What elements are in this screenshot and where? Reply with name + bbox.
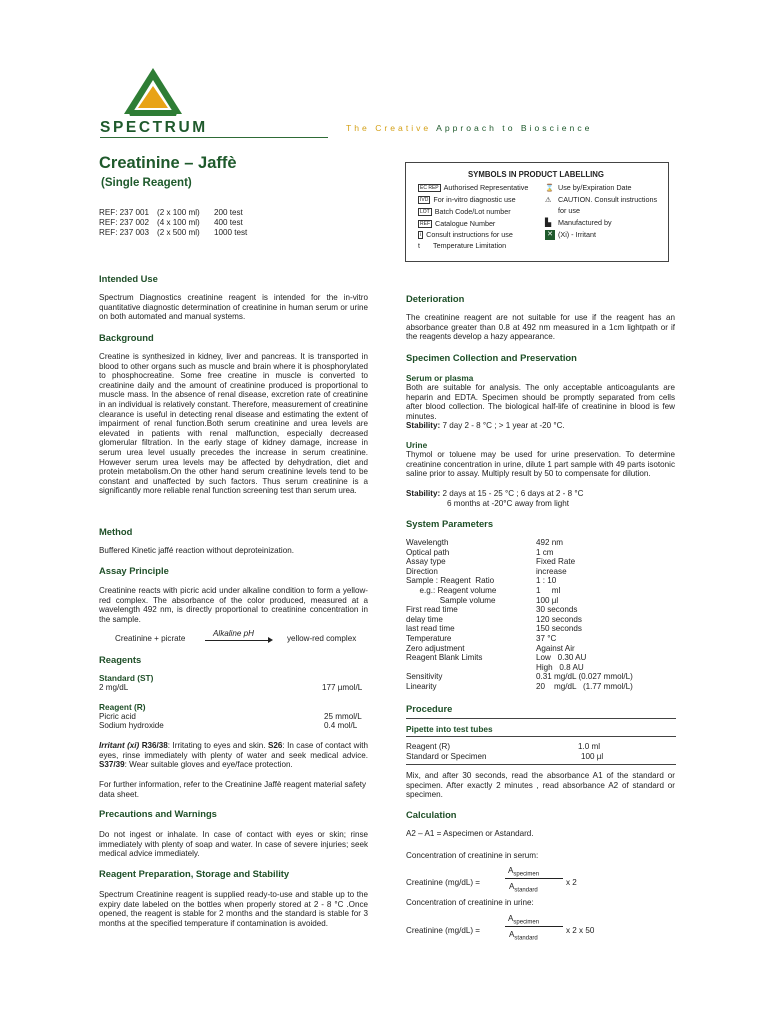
- symbol-text: Manufactured by: [558, 218, 612, 227]
- param-value: 150 seconds: [536, 624, 582, 634]
- param-value: 120 seconds: [536, 614, 582, 624]
- tagline-part2: Approach to Bioscience: [436, 123, 593, 133]
- irritant-c: : Wear suitable gloves and eye/face protection.: [124, 760, 293, 770]
- background-text: Creatine is synthesized in kidney, liver and pancreas. It is transported in blood to other organs such as muscle and brain where it is phosphorylated to phosphocreatine. Some free creatine in muscle is converted to creatinine daily and the amount of creatinine produced is proportional to muscle mass. In the absence of renal disease, excretion rate of creatinine in an individual is relatively constant. Therefore, measurement of creatinine clearance is useful in detecting renal disease and estimating the extent of impairment of renal function.Both serum creatinine and urea levels are elevated in patients with renal malfunction, especially decreased glomerular filtration. In the early stage of kidney damage, increase in serum urea level usually precedes the increase in serum creatinine. However serum urea levels may be affected by dehydration, diet and protein metabolism.On the other hand serum creatinine levels tend to be constant and unaffected by such factors. Thus serum creatinine is a significantly more reliable renal function screening test than serum urea.: [99, 352, 368, 496]
- param-value: 1 ml: [536, 586, 561, 595]
- serum-stability: [406, 421, 565, 431]
- page-title: Creatinine – Jaffè: [99, 154, 237, 172]
- method-text: Buffered Kinetic jaffé reaction without deproteinization.: [99, 546, 294, 555]
- symbols-title: SYMBOLS IN PRODUCT LABELLING: [467, 170, 604, 179]
- param-key: delay time: [406, 614, 443, 624]
- symbol-text: Batch Code/Lot number: [434, 207, 511, 216]
- symbol-row: [418, 207, 511, 216]
- ref-icon: REF: [420, 221, 430, 228]
- param-value: 20 mg/dL (1.77 mmol/L): [536, 682, 633, 691]
- symbol-row: [418, 195, 516, 204]
- param-key: Sample : Reagent Ratio: [406, 576, 495, 586]
- formula-serum-label: Creatinine (mg/dL) =: [406, 878, 481, 887]
- calc-definition: A2 – A1 = Aspecimen or Astandard.: [406, 829, 534, 838]
- pip-specimen-name: Standard or Specimen: [406, 752, 487, 761]
- param-key: Wavelength: [406, 538, 449, 547]
- irritant-icon: ✕: [545, 230, 555, 240]
- method-heading: Method: [99, 526, 133, 537]
- param-value: Low 0.30 AU: [536, 653, 587, 663]
- symbol-row: [418, 230, 513, 239]
- ref-pack: (4 x 100 ml): [157, 218, 200, 227]
- ref-row: [99, 228, 247, 238]
- reaction-arrow: [205, 640, 271, 641]
- thermometer-icon: t: [418, 243, 420, 250]
- brand-name: SPECTRUM: [100, 119, 208, 136]
- symbol-row: [545, 183, 632, 192]
- page-subtitle: (Single Reagent): [101, 177, 192, 189]
- param-value: High 0.8 AU: [536, 662, 584, 672]
- standard-umol: 177 µmol/L: [322, 683, 363, 692]
- formula-serum-bar: [505, 878, 563, 879]
- hourglass-icon: ⌛: [545, 183, 554, 192]
- irritant-b: : In case of contact with eyes, rinse immediately with plenty of water and seek medical advice.: [99, 741, 368, 760]
- pip-reagent-vol: 1.0 ml: [578, 742, 601, 751]
- ref-pack: (2 x 100 ml): [157, 208, 200, 217]
- param-value: Fixed Rate: [536, 557, 576, 567]
- procedure-rule-top: [406, 718, 676, 719]
- procedure-heading: Procedure: [406, 703, 453, 714]
- serum-stability-value: 7 day 2 - 8 °C ; > 1 year at -20 °C.: [442, 421, 565, 430]
- pipette-heading: Pipette into test tubes: [406, 724, 493, 734]
- s26-label: S26: [268, 741, 283, 750]
- den-sub: standard: [514, 887, 538, 894]
- naoh-conc: 0.4 mol/L: [324, 721, 358, 730]
- arrow-head-icon: [268, 637, 273, 643]
- urine-stability-label: Stability:: [406, 489, 441, 498]
- deterioration-text: The creatinine reagent are not suitable for use if the reagent has an absorbance greater than 0.8 at 492 nm measured in a 1cm lightpath or if the reagents develop a hazy appearance.: [406, 313, 675, 342]
- ref-count: 1000 test: [214, 228, 248, 237]
- standard-heading: Standard (ST): [99, 673, 154, 683]
- reaction-right: yellow-red complex: [287, 634, 357, 643]
- naoh-name: Sodium hydroxide: [99, 721, 164, 730]
- header-rule: [100, 137, 328, 138]
- s37-label: S37/39: [99, 760, 125, 770]
- formula-serum-denominator: [509, 882, 538, 896]
- symbol-text: Catalogue Number: [435, 219, 496, 228]
- calculation-heading: Calculation: [406, 809, 457, 820]
- assay-heading: Assay Principle: [99, 565, 169, 576]
- calc-urine-label: Concentration of creatinine in urine:: [406, 898, 534, 907]
- formula-urine-denominator: [509, 930, 538, 944]
- procedure-rule-mid: [406, 736, 676, 737]
- param-key: Direction: [406, 566, 438, 576]
- prep-heading: Reagent Preparation, Storage and Stability: [99, 868, 290, 879]
- symbol-row: [418, 219, 495, 228]
- symbol-text: Temperature Limitation: [433, 241, 507, 250]
- param-key: Assay type: [406, 557, 446, 567]
- background-heading: Background: [99, 332, 154, 343]
- symbol-row: [545, 218, 612, 227]
- urine-stability-value: 2 days at 15 - 25 °C ; 6 days at 2 - 8 °C: [442, 489, 584, 498]
- formula-serum-factor: x 2: [566, 878, 577, 887]
- specimen-heading: Specimen Collection and Preservation: [406, 352, 577, 363]
- ref-count: 400 test: [214, 218, 243, 227]
- param-value: Against Air: [536, 643, 575, 653]
- param-value: 100 µl: [536, 595, 559, 605]
- ref-row: [99, 218, 243, 228]
- tagline-part1: The Creative: [346, 123, 432, 133]
- den-a: A: [509, 930, 515, 939]
- symbol-row: [545, 230, 596, 240]
- ref-pack: (2 x 500 ml): [157, 228, 200, 237]
- symbol-row: [558, 206, 580, 215]
- formula-urine-label: Creatinine (mg/dL) =: [406, 926, 481, 935]
- symbol-row: [418, 183, 528, 192]
- param-value: 0.31 mg/dL (0.027 mmol/L): [536, 672, 633, 682]
- formula-urine-factor: x 2 x 50: [566, 926, 595, 935]
- reaction-left: Creatinine + picrate: [115, 634, 186, 643]
- picric-acid-conc: 25 mmol/L: [324, 712, 362, 721]
- param-key: last read time: [406, 624, 455, 634]
- param-value: 1 : 10: [536, 576, 557, 586]
- urine-text: Thymol or toluene may be used for urine preservation. To determine creatinine concentration in urine, dilute 1 part sample with 49 parts isotonic saline prior to assay. Multiply result by 50 to compensate for dilution.: [406, 450, 675, 479]
- num-sub: specimen: [513, 919, 540, 926]
- ref-row: [99, 208, 243, 218]
- precautions-text: Do not ingest or inhalate. In case of contact with eyes or skin; rinse immediately with plenty of soap and water. In case of severe injuries; seek medical advice immediately.: [99, 830, 368, 859]
- ref-code: REF: 237 002: [99, 218, 149, 227]
- symbol-text: Use by/Expiration Date: [558, 183, 632, 192]
- symbol-row: [418, 241, 506, 251]
- calc-serum-label: Concentration of creatinine in serum:: [406, 851, 539, 860]
- mix-text: Mix, and after 30 seconds, read the absorbance A1 of the standard or specimen. After exactly 2 minutes , read absorbance A2 of standard or specimen.: [406, 771, 675, 800]
- irritant-label: Irritant (xi): [99, 741, 140, 750]
- param-key: Optical path: [406, 547, 450, 557]
- param-key: Temperature: [406, 634, 452, 643]
- ec-rep-icon: EC REP: [420, 185, 439, 192]
- den-a: A: [509, 882, 515, 891]
- param-key: Sensitivity: [406, 672, 443, 682]
- symbol-text: for use: [558, 206, 580, 215]
- param-key: Sample volume: [406, 595, 496, 605]
- system-parameters-heading: System Parameters: [406, 518, 494, 529]
- lot-icon: LOT: [420, 209, 430, 216]
- serum-text: Both are suitable for analysis. The only acceptable anticoagulants are heparin and EDTA. Specimen should be promptly separated from cells after blood collection. The biological half-life of creatinine in blood is few minutes.: [406, 383, 675, 421]
- urine-stability-2: 6 months at -20°C away from light: [447, 499, 569, 508]
- serum-heading: Serum or plasma: [406, 373, 474, 383]
- ref-count: 200 test: [214, 208, 243, 217]
- deterioration-heading: Deterioration: [406, 293, 465, 304]
- standard-conc: 2 mg/dL: [99, 683, 129, 692]
- param-key: Linearity: [406, 682, 437, 691]
- reagents-heading: Reagents: [99, 654, 142, 665]
- symbol-text: Consult instructions for use: [426, 230, 513, 239]
- param-value: 492 nm: [536, 538, 563, 547]
- symbol-text: Authorised Representative: [443, 183, 529, 192]
- param-value: increase: [536, 566, 567, 576]
- num-a: A: [508, 866, 514, 875]
- r36-label: R36/38: [141, 741, 168, 750]
- irritant-a: : Irritating to eyes and skin.: [167, 741, 266, 750]
- serum-stability-label: Stability:: [406, 421, 441, 430]
- param-value: 1 cm: [536, 547, 554, 557]
- assay-text: Creatinine reacts with picric acid under alkaline condition to form a yellow-red complex. The absorbance of the color produced, measured at a wavelength 492 nm, is directly proportional to creatinine concentration in the sample.: [99, 586, 368, 624]
- param-key: Zero adjustment: [406, 643, 465, 653]
- symbol-text: (Xi) - Irritant: [558, 230, 596, 239]
- num-a: A: [508, 914, 514, 923]
- num-sub: specimen: [513, 871, 540, 878]
- reaction-arrow-label: Alkaline pH: [213, 629, 254, 638]
- precautions-heading: Precautions and Warnings: [99, 808, 217, 819]
- irritant-text: [99, 741, 368, 770]
- brand-tagline: [346, 123, 592, 133]
- symbol-text: CAUTION. Consult instructions: [558, 195, 658, 204]
- param-key: e.g.: Reagent volume: [406, 586, 497, 595]
- intended-use-heading: Intended Use: [99, 273, 158, 284]
- pip-specimen-vol: 100 µl: [581, 752, 604, 761]
- caution-icon: ⚠: [545, 195, 552, 204]
- ref-code: REF: 237 003: [99, 228, 149, 237]
- spectrum-logo: [118, 66, 188, 120]
- urine-heading: Urine: [406, 440, 428, 450]
- param-key: First read time: [406, 605, 458, 615]
- formula-urine-bar: [505, 926, 563, 927]
- instructions-icon: i: [420, 232, 422, 239]
- reagent-heading: Reagent (R): [99, 702, 146, 712]
- param-value: 30 seconds: [536, 605, 578, 615]
- picric-acid-name: Picric acid: [99, 712, 136, 721]
- ivd-icon: IVD: [420, 197, 429, 204]
- ref-code: REF: 237 001: [99, 208, 149, 217]
- symbol-row: [545, 195, 657, 204]
- intended-use-text: Spectrum Diagnostics creatinine reagent is intended for the in-vitro quantitative diagnostic determination of creatinine in human serum or urine on both automated and manual systems.: [99, 293, 368, 322]
- prep-text: Spectrum Creatinine reagent is supplied ready-to-use and stable up to the expiry date labeled on the bottles when properly stored at 2 - 8 °C .Once opened, the reagent is stable for 2 months and the standard is stable for 3 months at the specified temperature if contamination is avoided.: [99, 890, 368, 928]
- procedure-rule-bottom: [406, 764, 676, 765]
- den-sub: standard: [514, 935, 538, 942]
- param-value: 37 °C: [536, 634, 557, 643]
- further-info: For further information, refer to the Creatinine Jaffè reagent material safety data sheet.: [99, 780, 367, 799]
- pip-reagent-name: Reagent (R): [406, 742, 451, 751]
- factory-icon: ▙: [545, 218, 552, 227]
- urine-stability: [406, 489, 583, 499]
- param-key: Reagent Blank Limits: [406, 653, 483, 663]
- symbol-text: For in-vitro diagnostic use: [433, 195, 516, 204]
